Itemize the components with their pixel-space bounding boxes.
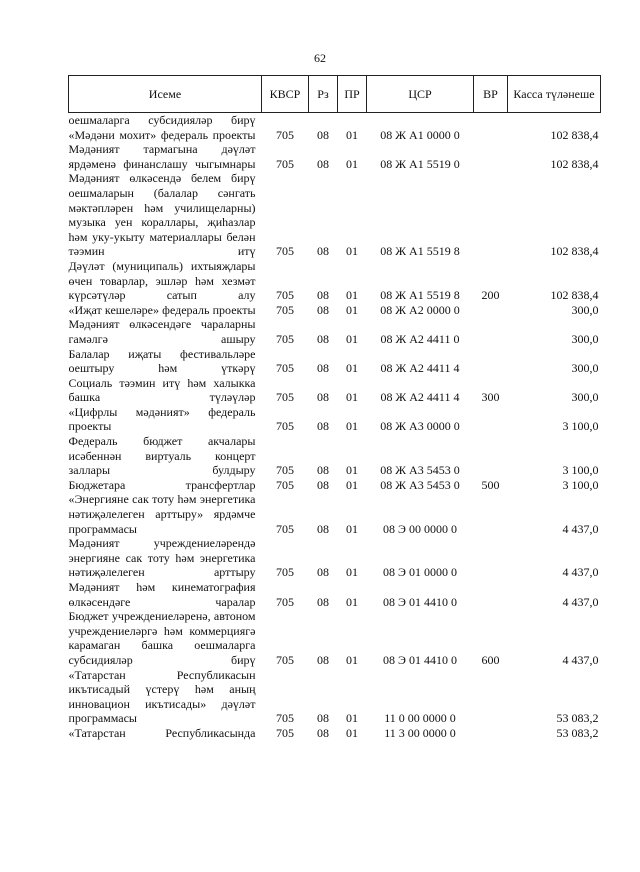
cell-name: «Энергияне сак тоту һәм энергетика нәтиҗәлелеген арттыру» ярдәмче программасы (68, 492, 256, 536)
table-row (69, 726, 601, 741)
cell-pr: 01 (346, 594, 358, 609)
cell-csr: 08 Ж А2 4411 0 (380, 331, 460, 346)
cell-rz: 08 (317, 725, 329, 740)
cell-vr (474, 668, 508, 726)
cell-name: оешмаларга субсидияләр бирү (68, 113, 256, 127)
cell-kvsr: 705 (276, 331, 294, 346)
cell-kassa: 4 437,0 (562, 594, 599, 609)
cell-rz: 08 (317, 302, 329, 317)
cell-csr: 08 Э 00 0000 0 (383, 521, 457, 536)
cell-name: Социаль тәэмин итү һәм халыкка башка түләүләр (68, 375, 256, 405)
cell-rz: 08 (317, 565, 329, 580)
cell-name: Бюджетара трансфертлар (68, 477, 256, 492)
cell-rz: 08 (317, 361, 329, 376)
cell-kvsr: 705 (276, 302, 294, 317)
header-kassa: Касса түләнеше (508, 76, 601, 113)
table-row (69, 580, 601, 609)
table-row (69, 536, 601, 580)
cell-csr: 08 Ж А3 5453 0 (380, 477, 460, 492)
cell-csr (367, 113, 474, 128)
cell-vr: 300 (481, 390, 500, 405)
cell-kvsr: 705 (276, 477, 294, 492)
cell-name: «Иҗат кешеләре» федераль проекты (68, 302, 256, 317)
table-row (69, 609, 601, 667)
cell-csr: 08 Ж А1 5519 8 (380, 288, 460, 303)
cell-name: «Цифрлы мәдәният» федераль проекты (68, 404, 256, 434)
table-row (69, 478, 601, 493)
cell-kvsr: 705 (276, 463, 294, 478)
cell-csr: 08 Ж А3 0000 0 (380, 419, 460, 434)
cell-pr: 01 (346, 156, 358, 171)
cell-name: Мәдәният өлкәсендә белем бирү оешмаларын (балалар сәнгать мәктәпләрен һәм училищеларны) музыка уен кораллары, җиһазлар һәм уку-укыту материаллары белән тәэмин итү (68, 171, 256, 259)
cell-rz: 08 (317, 477, 329, 492)
cell-csr: 08 Ж А1 5519 0 (380, 156, 460, 171)
cell-name: Мәдәният тармагына дәүләт ярдәменә финанслашу чыгымнары (68, 142, 256, 171)
cell-vr (474, 405, 508, 434)
cell-kvsr: 705 (276, 565, 294, 580)
cell-rz: 08 (317, 594, 329, 609)
cell-kvsr (262, 113, 309, 128)
cell-name: «Мәдәни мохит» федераль проекты (68, 127, 256, 142)
cell-kassa: 300,0 (571, 390, 599, 405)
cell-rz: 08 (317, 127, 329, 142)
cell-csr: 11 0 00 0000 0 (384, 711, 456, 726)
table-row (69, 113, 601, 128)
cell-kassa: 4 437,0 (562, 565, 599, 580)
cell-csr: 08 Ж А2 4411 4 (380, 361, 460, 376)
cell-kassa: 300,0 (571, 302, 599, 317)
cell-kassa: 4 437,0 (562, 652, 599, 667)
cell-csr: 08 Ж А2 4411 4 (380, 390, 460, 405)
cell-kassa: 4 437,0 (562, 521, 599, 536)
cell-vr (474, 317, 508, 346)
cell-csr: 11 3 00 0000 0 (384, 725, 456, 740)
cell-csr: 08 Ж А2 0000 0 (380, 302, 460, 317)
cell-csr: 08 Ж А1 0000 0 (380, 127, 460, 142)
cell-name: Мәдәният өлкәсендәге чараларны гамәлгә ашыру (68, 317, 256, 346)
cell-pr: 01 (346, 288, 358, 303)
cell-pr: 01 (346, 390, 358, 405)
cell-vr (474, 113, 508, 128)
cell-rz (309, 113, 338, 128)
cell-rz: 08 (317, 521, 329, 536)
cell-kassa: 102 838,4 (550, 127, 599, 142)
cell-rz: 08 (317, 244, 329, 259)
header-vr: ВР (474, 76, 508, 113)
cell-kvsr: 705 (276, 419, 294, 434)
cell-name: Федераль бюджет акчалары исәбеннән виртуаль концерт заллары булдыру (68, 434, 256, 478)
header-pr: ПР (338, 76, 367, 113)
cell-pr: 01 (346, 419, 358, 434)
page-number: 62 (314, 51, 326, 65)
cell-kvsr: 705 (276, 390, 294, 405)
cell-vr (474, 303, 508, 318)
cell-kassa: 3 100,0 (562, 419, 599, 434)
cell-kvsr: 705 (276, 127, 294, 142)
cell-pr: 01 (346, 244, 358, 259)
cell-kassa: 300,0 (571, 361, 599, 376)
header-csr: ЦСР (367, 76, 474, 113)
cell-pr: 01 (346, 302, 358, 317)
cell-vr (474, 580, 508, 609)
table-row (69, 434, 601, 478)
cell-kvsr: 705 (276, 521, 294, 536)
table-row (69, 142, 601, 171)
cell-vr (474, 347, 508, 376)
cell-vr: 500 (481, 477, 500, 492)
cell-vr (474, 434, 508, 478)
cell-kassa: 53 083,2 (556, 725, 599, 740)
cell-pr: 01 (346, 463, 358, 478)
cell-kassa: 102 838,4 (550, 244, 599, 259)
cell-rz: 08 (317, 156, 329, 171)
cell-pr: 01 (346, 477, 358, 492)
cell-kvsr: 705 (276, 156, 294, 171)
table-row (69, 259, 601, 303)
table-row (69, 171, 601, 259)
table-row (69, 128, 601, 143)
header-name: Исеме (69, 76, 262, 113)
header-rz: Рз (309, 76, 338, 113)
cell-vr (474, 536, 508, 580)
budget-table (68, 75, 601, 741)
table-row (69, 303, 601, 318)
cell-pr: 01 (346, 725, 358, 740)
cell-kassa: 53 083,2 (556, 711, 599, 726)
cell-kvsr: 705 (276, 725, 294, 740)
cell-kassa: 3 100,0 (562, 463, 599, 478)
table-row (69, 405, 601, 434)
cell-name: Бюджет учреждениеләренә, автоном учреждениеләргә һәм коммерциягә карамаган башка оешмаларга субсидияләр бирү (68, 609, 256, 667)
cell-name: Балалар иҗаты фестивальләре оештыру һәм үткәрү (68, 346, 256, 376)
cell-kassa: 300,0 (571, 331, 599, 346)
table-row (69, 376, 601, 405)
cell-rz: 08 (317, 419, 329, 434)
cell-pr: 01 (346, 652, 358, 667)
cell-csr: 08 Ж А1 5519 8 (380, 244, 460, 259)
cell-rz: 08 (317, 390, 329, 405)
cell-name: Дәүләт (муниципаль) ихтыяҗлары өчен товарлар, эшләр һәм хезмәт күрсәтүләр сатып алу (68, 258, 256, 303)
cell-csr: 08 Ж А3 5453 0 (380, 463, 460, 478)
cell-vr: 200 (481, 288, 500, 303)
cell-kvsr: 705 (276, 244, 294, 259)
cell-rz: 08 (317, 463, 329, 478)
header-kvsr: КВСР (262, 76, 309, 113)
cell-pr: 01 (346, 361, 358, 376)
cell-rz: 08 (317, 331, 329, 346)
cell-kvsr: 705 (276, 361, 294, 376)
cell-kvsr: 705 (276, 288, 294, 303)
cell-kvsr: 705 (276, 711, 294, 726)
cell-kassa: 102 838,4 (550, 288, 599, 303)
cell-name: Мәдәният учреждениеләрендә энергияне сак тоту һәм энергетика нәтиҗәлелеген арттыру (68, 536, 256, 580)
cell-kassa (508, 113, 601, 128)
cell-pr: 01 (346, 711, 358, 726)
cell-rz: 08 (317, 652, 329, 667)
cell-csr: 08 Э 01 4410 0 (383, 652, 457, 667)
cell-pr (338, 113, 367, 128)
cell-csr: 08 Э 01 4410 0 (383, 594, 457, 609)
cell-name: «Татарстан Республикасында (68, 725, 256, 740)
cell-rz: 08 (317, 711, 329, 726)
cell-pr: 01 (346, 521, 358, 536)
cell-kassa: 3 100,0 (562, 477, 599, 492)
table-row (69, 492, 601, 536)
table-row (69, 317, 601, 346)
cell-vr (474, 142, 508, 171)
table-row (69, 347, 601, 376)
cell-kvsr: 705 (276, 652, 294, 667)
cell-vr (474, 171, 508, 259)
cell-rz: 08 (317, 288, 329, 303)
cell-vr (474, 726, 508, 741)
cell-csr: 08 Э 01 0000 0 (383, 565, 457, 580)
cell-vr (474, 128, 508, 143)
cell-kassa: 102 838,4 (550, 156, 599, 171)
cell-pr: 01 (346, 565, 358, 580)
cell-vr (474, 492, 508, 536)
cell-vr: 600 (481, 652, 500, 667)
table-row (69, 668, 601, 726)
cell-pr: 01 (346, 127, 358, 142)
cell-kvsr: 705 (276, 594, 294, 609)
cell-name: «Татарстан Республикасын икътисадый үстерү һәм аның инновацион икътисады» дәүләт программасы (68, 667, 256, 726)
cell-pr: 01 (346, 331, 358, 346)
cell-name: Мәдәният һәм кинематография өлкәсендәге чаралар (68, 580, 256, 609)
table-header-row (69, 76, 601, 113)
